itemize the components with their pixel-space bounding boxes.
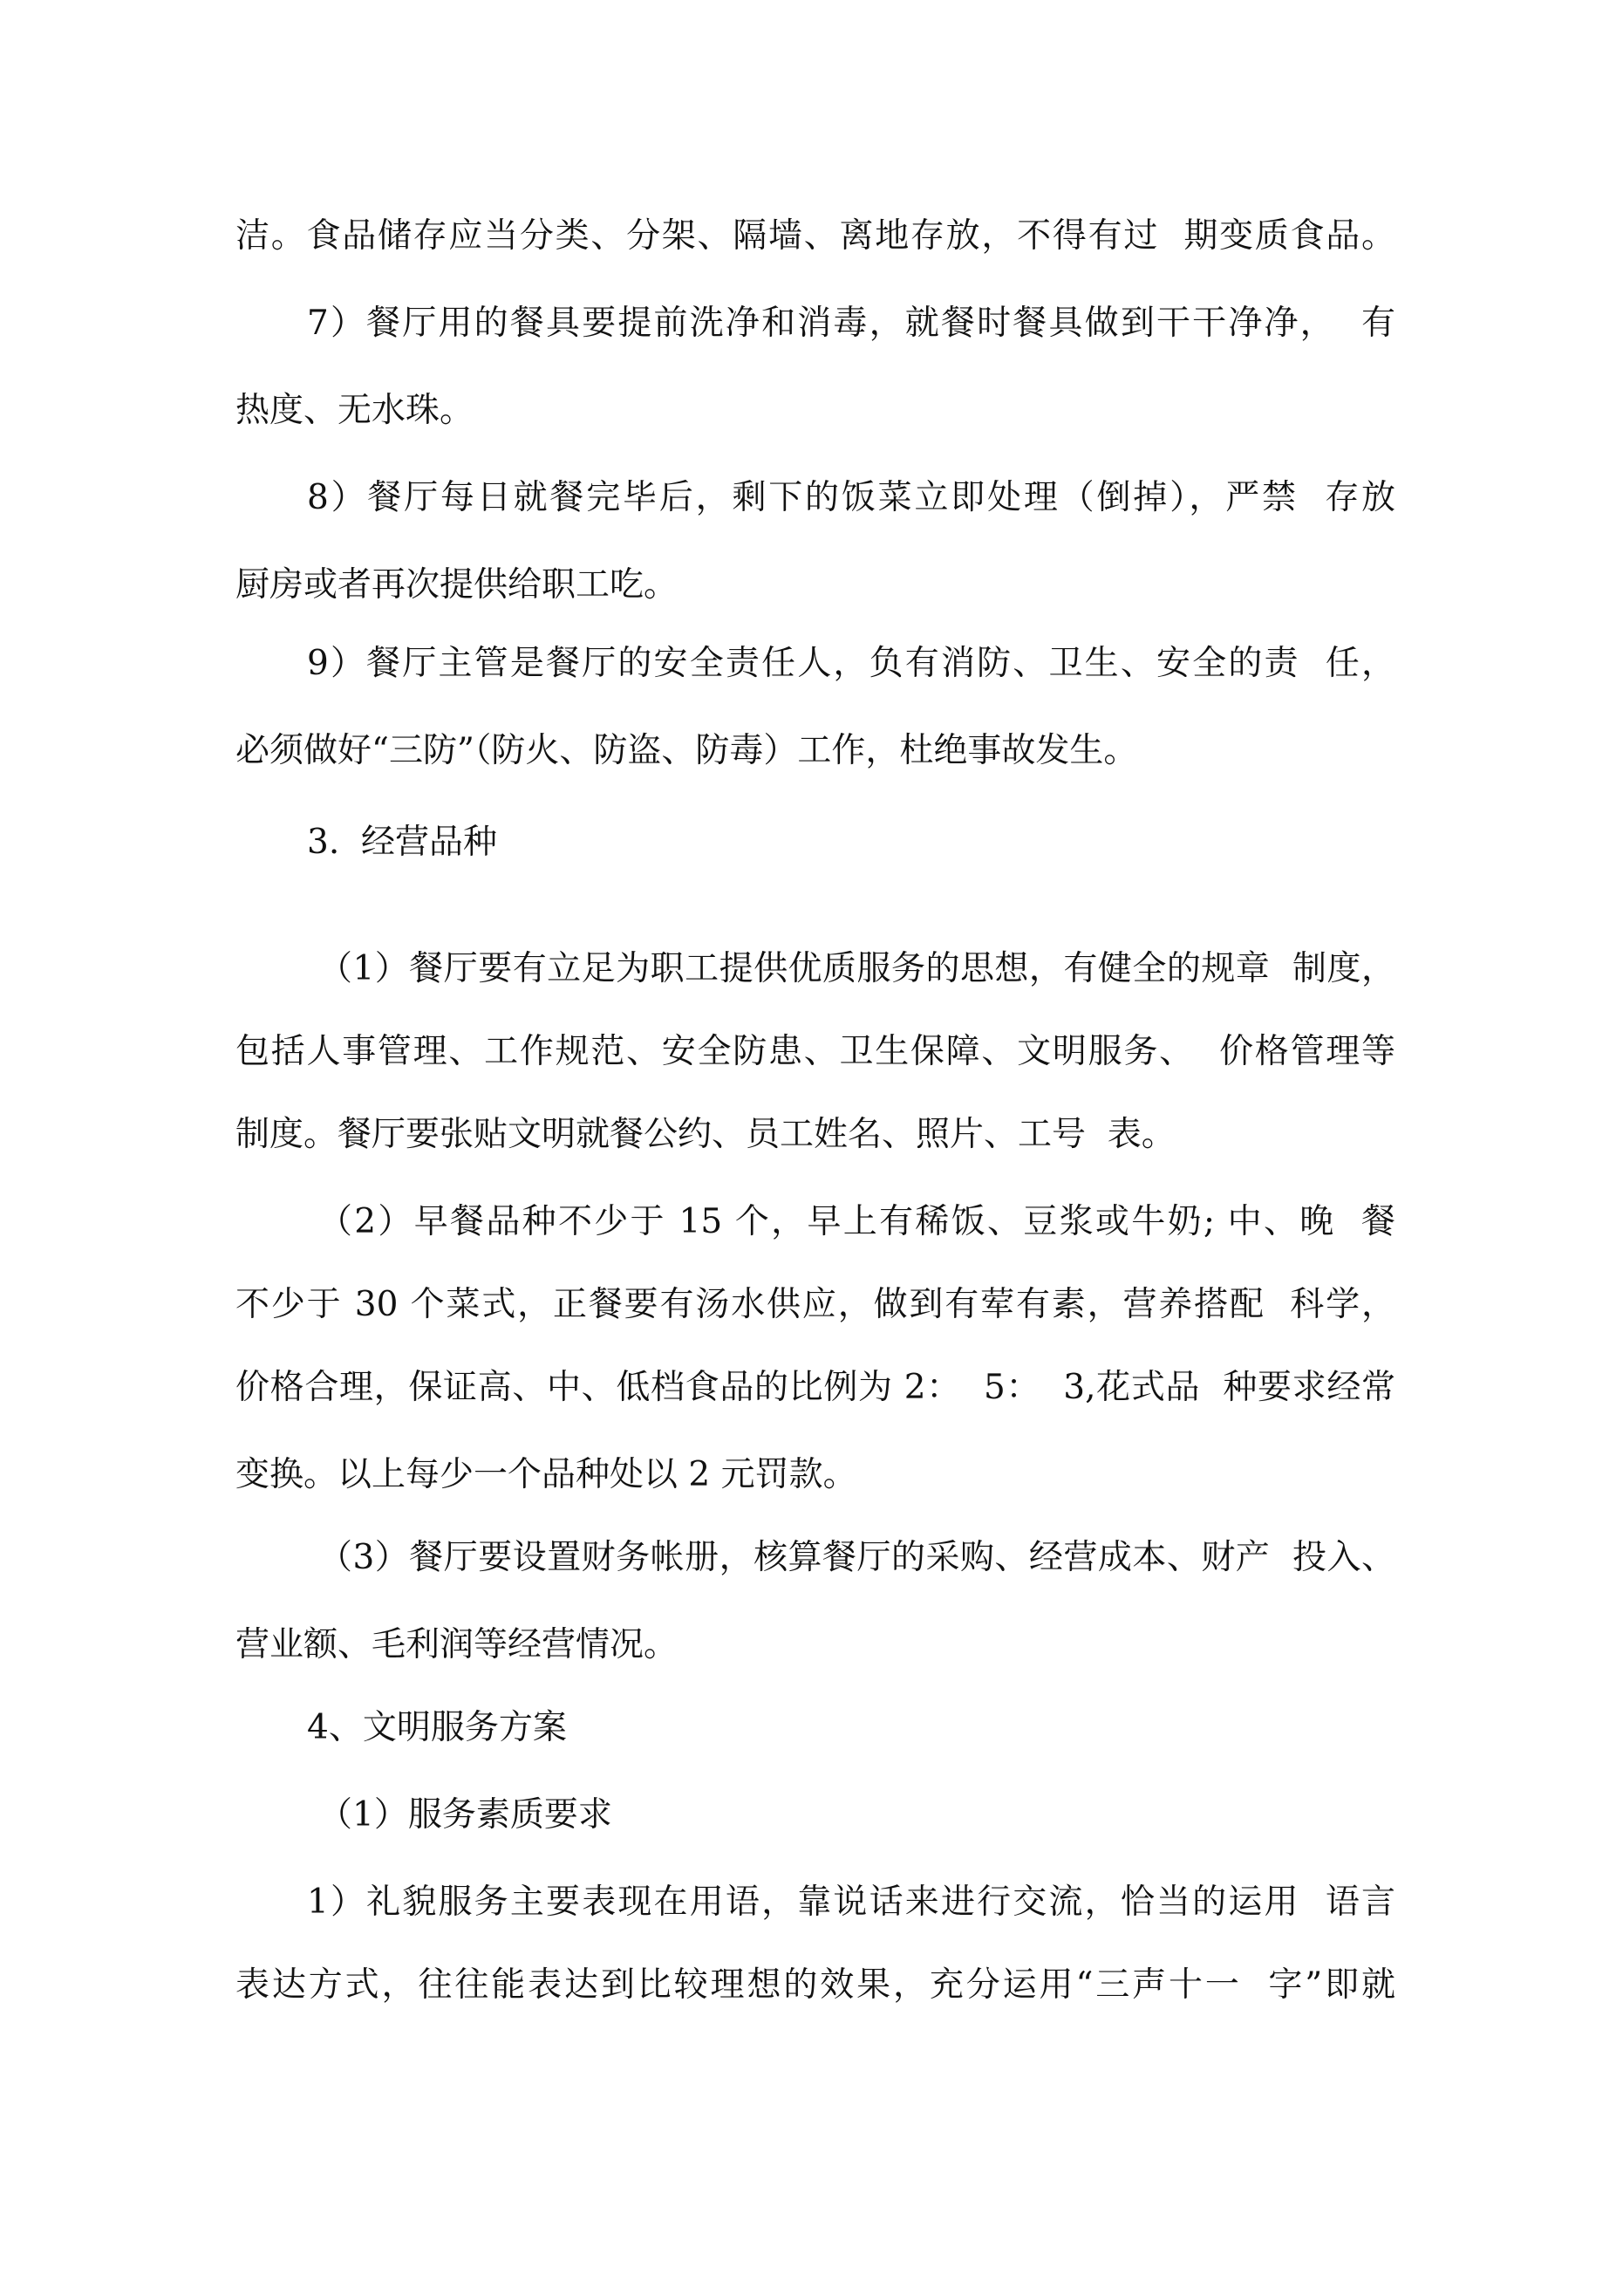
text-line: 厨房或者再次提供给职工吃。	[235, 565, 679, 605]
text-line: 表达方式，往往能表达到比较理想的效果，充分运用“三声十一 字”即就	[235, 1965, 1395, 2005]
section-heading: 4、文明服务方案	[307, 1708, 567, 1747]
text-line: 包括人事管理、工作规范、安全防患、卫生保障、文明服务、 价格管理等	[235, 1032, 1395, 1071]
text-line: 必须做好“三防”（防火、防盗、防毒）工作，杜绝事故发生。	[235, 731, 1138, 770]
text-line: 制度。餐厅要张贴文明就餐公约、员工姓名、照片、工号 表。	[235, 1115, 1176, 1154]
text-line: （3）餐厅要设置财务帐册，核算餐厅的采购、经营成本、财产 投入、	[318, 1538, 1395, 1577]
section-heading: 3. 经营品种	[307, 823, 498, 862]
text-line: 洁。食品储存应当分类、分架、隔墙、离地存放，不得有过 期变质食品。	[235, 216, 1395, 256]
text-line: 7）餐厅用的餐具要提前洗净和消毒，就餐时餐具做到干干净净， 有	[307, 304, 1395, 343]
text-line: （1）餐厅要有立足为职工提供优质服务的思想，有健全的规章 制度，	[318, 949, 1395, 988]
text-line: （2）早餐品种不少于 15 个，早上有稀饭、豆浆或牛奶; 中、晚 餐	[318, 1202, 1395, 1241]
subsection-heading: （1）服务素质要求	[318, 1795, 612, 1835]
text-line: 变换。以上每少一个品种处以 2 元罚款。	[235, 1455, 857, 1494]
text-line: 1）礼貌服务主要表现在用语，靠说话来进行交流，恰当的运用 语言	[307, 1883, 1395, 1922]
text-line: 不少于 30 个菜式，正餐要有汤水供应，做到有荤有素，营养搭配 科学，	[235, 1285, 1395, 1324]
text-line: 热度、无水珠。	[235, 391, 474, 430]
text-line: 营业额、毛利润等经营情况。	[235, 1625, 679, 1664]
text-line: 价格合理，保证高、中、低档食品的比例为 2： 5： 3,花式品 种要求经常	[235, 1368, 1395, 1407]
text-line: 8）餐厅每日就餐完毕后，剩下的饭菜立即处理（倒掉），严禁 存放	[307, 478, 1395, 517]
text-line: 9）餐厅主管是餐厅的安全责任人，负有消防、卫生、安全的责 任，	[307, 644, 1395, 683]
